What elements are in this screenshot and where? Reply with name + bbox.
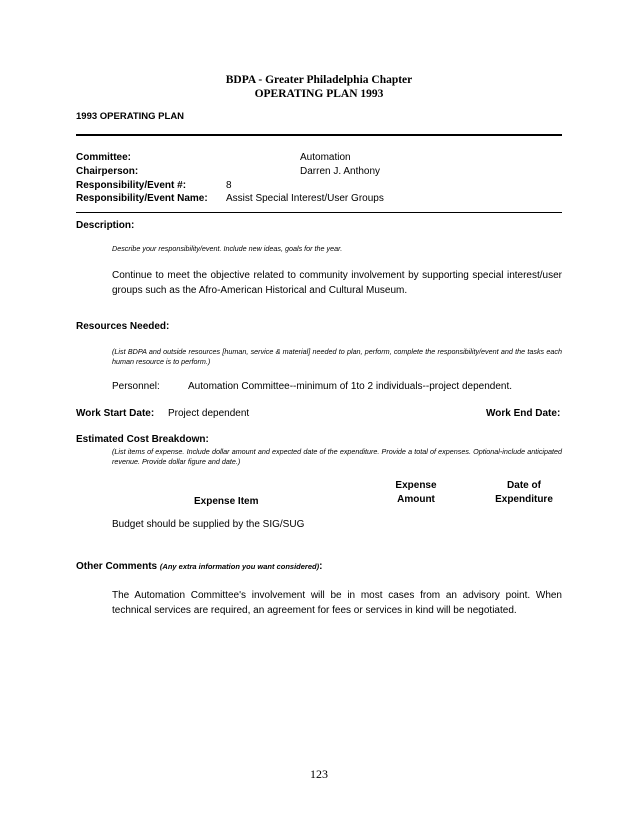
comments-heading-note: (Any extra information you want considered) [159, 562, 320, 571]
resources-heading: Resources Needed: [76, 321, 170, 332]
work-start-label: Work Start Date: [76, 408, 155, 419]
event-number-label: Responsibility/Event #: [76, 180, 187, 191]
comments-text: The Automation Committee's involvement will be in most cases from an advisory point. When technical services are required, an agreement for fees or services in kind will be negotiated. [112, 590, 562, 616]
description-instruction: Describe your responsibility/event. Include new ideas, goals for the year. [112, 244, 343, 253]
chairperson-label: Chairperson: [76, 166, 139, 177]
col-amount-header-line1: Expense [395, 480, 437, 491]
plan-title: OPERATING PLAN 1993 [254, 88, 384, 100]
committee-value: Automation [300, 152, 351, 163]
event-number-value: 8 [226, 180, 232, 191]
comments-heading: Other Comments [76, 561, 158, 572]
plan-label: 1993 OPERATING PLAN [76, 111, 185, 122]
event-name-label: Responsibility/Event Name: [76, 193, 208, 204]
description-text: Continue to meet the objective related to community involvement by supporting special interest/user groups such as the Afro-American Historical and Cultural Museum. [112, 270, 562, 296]
personnel-label: Personnel: [112, 381, 160, 392]
col-date-header-line1: Date of [507, 480, 541, 491]
col-item-header: Expense Item [194, 496, 259, 507]
divider-top [76, 134, 562, 136]
cost-heading: Estimated Cost Breakdown: [76, 434, 209, 445]
personnel-value: Automation Committee--minimum of 1to 2 individuals--project dependent. [188, 381, 513, 392]
event-name-value: Assist Special Interest/User Groups [226, 193, 384, 204]
committee-label: Committee: [76, 152, 132, 163]
org-title: BDPA - Greater Philadelphia Chapter [225, 74, 413, 86]
cost-instruction: (List items of expense. Include dollar amount and expected date of the expenditure. Provide a total of expenses. Optional-include anticipated revenue. Provide dollar figure and date.) [112, 447, 562, 466]
col-amount-header-line2: Amount [397, 494, 435, 505]
col-date-header-line2: Expenditure [495, 494, 553, 505]
work-start-value: Project dependent [168, 408, 250, 419]
description-heading: Description: [76, 220, 135, 231]
work-end-label: Work End Date: [486, 408, 561, 419]
comments-heading-colon: : [319, 561, 323, 572]
chairperson-value: Darren J. Anthony [300, 166, 381, 177]
divider-fields [76, 212, 562, 213]
comments-heading-row [76, 561, 322, 572]
page-number: 123 [310, 767, 328, 781]
resources-instruction: (List BDPA and outside resources [human, service & material] needed to plan, perform, complete the responsibility/event and the tasks each human resource is to perform.) [112, 347, 562, 366]
budget-note: Budget should be supplied by the SIG/SUG [112, 519, 305, 530]
